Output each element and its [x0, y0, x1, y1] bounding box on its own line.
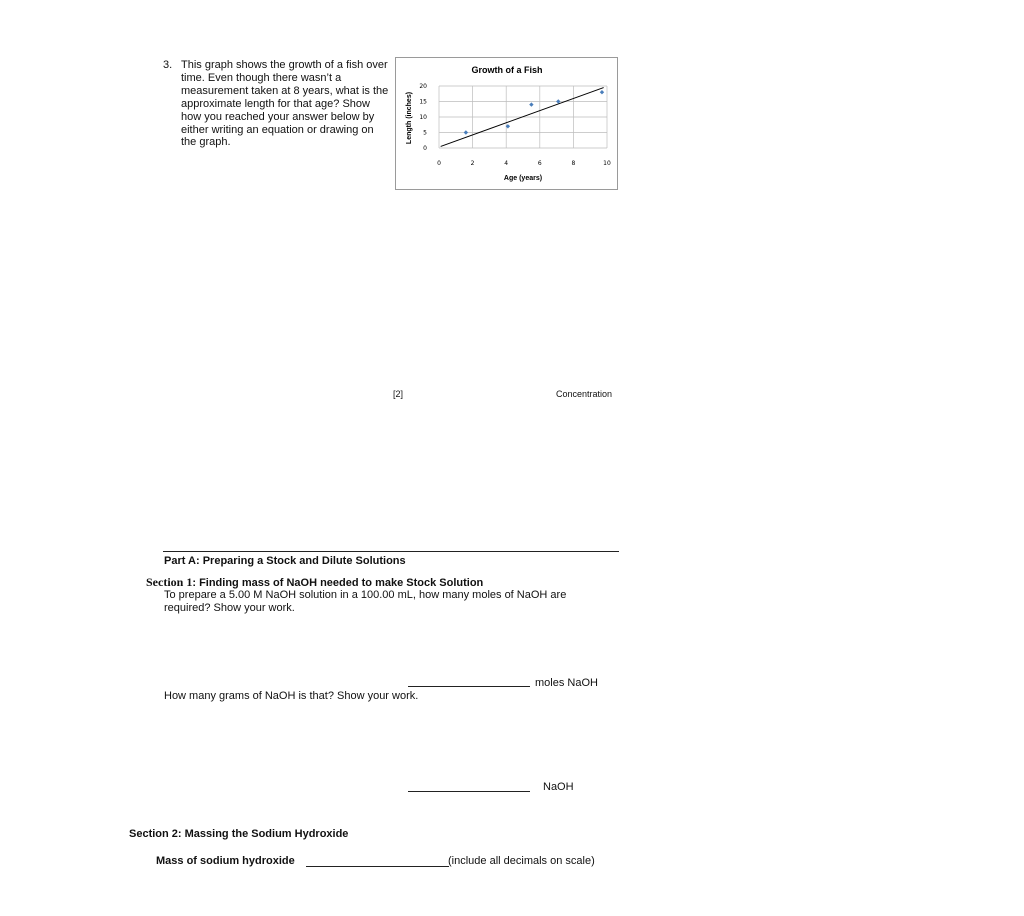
- mass-answer-blank[interactable]: [306, 866, 449, 867]
- chart-ytick-label: 5: [423, 129, 427, 137]
- chart-ytick-label: 20: [419, 83, 427, 90]
- chart-ylabel: Length (inches): [406, 91, 413, 145]
- section1-question: To prepare a 5.00 M NaOH solution in a 100.00 mL, how many moles of NaOH are required? Show your work.: [164, 589, 567, 614]
- question-number: 3.: [163, 59, 173, 71]
- chart-title: Growth of a Fish: [471, 65, 543, 75]
- chart-ytick-label: 10: [419, 114, 427, 121]
- grams-question: How many grams of NaOH is that? Show your work.: [164, 690, 419, 702]
- section1-prefix: Section 1: [146, 575, 193, 589]
- chart-svg: [396, 58, 619, 191]
- question-text: This graph shows the growth of a fish over time. Even though there wasn’t a measurement taken at 8 years, what is the approximate length for that age? Show how you reached your answer below by either writing an equation or drawing on the graph.: [181, 59, 389, 149]
- chart-xtick-label: 2: [470, 160, 475, 167]
- grams-answer-blank[interactable]: [408, 791, 530, 792]
- chart-data-point: [464, 130, 468, 134]
- chart-xtick-label: 8: [571, 160, 576, 167]
- mass-label: Mass of sodium hydroxide: [156, 855, 295, 867]
- chart-xtick-label: 0: [437, 160, 441, 167]
- concentration-label: Concentration: [556, 389, 613, 399]
- chart-xtick-label: 4: [504, 160, 509, 167]
- section1-title: : Finding mass of NaOH needed to make Stock Solution: [192, 577, 484, 589]
- marks-label: [2]: [393, 389, 404, 399]
- chart-data-point: [529, 102, 533, 106]
- chart-xtick-label: 6: [537, 160, 542, 167]
- section1-heading: [146, 575, 483, 590]
- chart-xtick-label: 10: [603, 160, 611, 167]
- chart-ytick-label: 0: [423, 145, 427, 152]
- mass-note: (include all decimals on scale): [448, 855, 595, 867]
- moles-answer-blank[interactable]: [408, 686, 530, 687]
- chart-data-point: [600, 90, 604, 94]
- section-divider: [163, 551, 619, 552]
- chart-xlabel: Age (years): [503, 175, 543, 182]
- part-a-heading: Part A: Preparing a Stock and Dilute Solutions: [164, 555, 406, 567]
- moles-unit-label: moles NaOH: [535, 677, 598, 689]
- chart-ytick-label: 15: [419, 98, 427, 106]
- naoh-unit-label: NaOH: [543, 781, 574, 793]
- section2-heading: Section 2: Massing the Sodium Hydroxide: [129, 828, 349, 840]
- growth-chart: [395, 57, 618, 190]
